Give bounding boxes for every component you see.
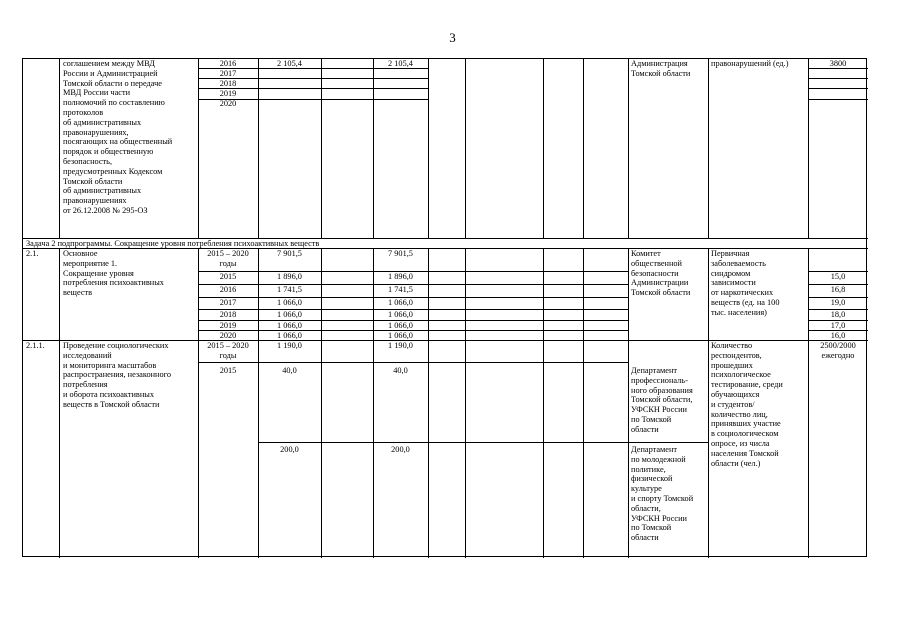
row211-total-b: 200,0 xyxy=(280,445,299,454)
indicator-line: психологическое xyxy=(711,370,771,380)
description-line: и мониторинга масштабов xyxy=(63,360,157,370)
col-divider xyxy=(428,248,429,558)
executor-line: Томской области xyxy=(631,68,691,78)
year-cell: 2017 xyxy=(219,69,237,78)
indicator-line: количество лиц, xyxy=(711,409,768,419)
row21-number: 2.1. xyxy=(26,249,39,258)
row211-year-2015: 2015 xyxy=(219,366,237,375)
year-cell: 2016 xyxy=(219,59,237,68)
indicator-value-cell: 16,8 xyxy=(830,285,846,294)
description-line: МВД России части xyxy=(63,88,131,98)
row211-regional-a: 40,0 xyxy=(393,366,408,375)
description-line: веществ xyxy=(63,288,93,298)
description-line: Сокращение уровня xyxy=(63,268,134,278)
row1-regional-2016: 2 105,4 xyxy=(388,59,413,68)
total-cell: 1 741,5 xyxy=(277,285,302,294)
year-cell: 2020 xyxy=(219,99,237,108)
col-divider xyxy=(465,59,466,238)
description-line: распространения, незаконного xyxy=(63,370,171,380)
description-line: посягающих на общественный xyxy=(63,137,173,147)
indicator-value-cell: 19,0 xyxy=(830,298,846,307)
row211-indicator xyxy=(711,341,783,468)
program-table xyxy=(22,58,867,557)
indicator-value-line: 2500/2000 xyxy=(820,341,856,350)
col-divider xyxy=(321,248,322,558)
description-line: исследований xyxy=(63,350,112,360)
col-divider xyxy=(628,59,629,238)
executor-line: физической xyxy=(631,474,673,484)
year-cell: 2016 xyxy=(219,285,237,294)
row211-executor-a xyxy=(631,366,693,435)
indicator-value-cell: 18,0 xyxy=(830,310,846,319)
executor-line: культуре xyxy=(631,484,662,494)
col-divider xyxy=(808,59,809,238)
indicator-value-cell: 15,0 xyxy=(830,272,846,281)
period-line: годы xyxy=(219,350,237,360)
indicator-line: в социологическом xyxy=(711,429,779,439)
row1-executor xyxy=(631,59,690,79)
indicator-line: от наркотических xyxy=(711,288,774,298)
executor-line: Администрации xyxy=(631,278,689,288)
row21-indicator xyxy=(711,249,779,318)
col-divider xyxy=(373,59,374,238)
row21-description xyxy=(63,249,164,298)
description-line: потребления xyxy=(63,380,108,390)
year-cell: 2018 xyxy=(219,310,237,319)
indicator-line: прошедших xyxy=(711,360,753,370)
indicator-line: веществ (ед. на 100 xyxy=(711,297,780,307)
row211-indicator-value xyxy=(808,341,868,361)
row-divider xyxy=(198,362,628,363)
col-divider xyxy=(258,59,259,238)
page-number: 3 xyxy=(449,30,456,45)
regional-cell: 1 066,0 xyxy=(388,331,413,340)
row1-total-2016: 2 105,4 xyxy=(277,59,302,68)
col-divider xyxy=(628,248,629,558)
row1-indicator-value: 3800 xyxy=(829,59,847,68)
regional-cell: 1 066,0 xyxy=(388,310,413,319)
total-cell: 1 066,0 xyxy=(277,331,302,340)
description-line: полномочий по составлению xyxy=(63,98,165,108)
period-line: 2015 – 2020 xyxy=(207,341,249,350)
col-divider xyxy=(583,59,584,238)
row211-regional-period: 1 190,0 xyxy=(388,341,413,350)
total-cell: 1 896,0 xyxy=(277,272,302,281)
indicator-line: опросе, из числа xyxy=(711,438,770,448)
row-divider xyxy=(258,442,708,443)
description-line: Томской области о передаче xyxy=(63,78,162,88)
description-line: протоколов xyxy=(63,107,104,117)
description-line: и оборота психоактивных xyxy=(63,389,154,399)
total-cell: 1 066,0 xyxy=(277,321,302,330)
executor-line: УФСКН России xyxy=(631,513,687,523)
col-divider xyxy=(428,59,429,238)
description-line: Проведение социологических xyxy=(63,341,169,350)
indicator-line: синдромом xyxy=(711,268,751,278)
indicator-line: заболеваемость xyxy=(711,258,766,268)
description-line: правонарушениях, xyxy=(63,127,129,137)
description-line: об административных xyxy=(63,186,142,196)
col-divider xyxy=(59,59,60,238)
col-divider xyxy=(543,248,544,558)
description-line: об административных xyxy=(63,117,142,127)
indicator-line: области (чел.) xyxy=(711,458,761,468)
year-cell: 2015 xyxy=(219,272,237,281)
row211-description xyxy=(63,341,171,410)
row211-executor-b xyxy=(631,445,693,543)
row21-regional-period: 7 901,5 xyxy=(388,249,413,258)
executor-line: УФСКН России xyxy=(631,405,687,415)
row21-period xyxy=(198,249,258,269)
indicator-line: принявших участие xyxy=(711,419,781,429)
executor-line: ного образования xyxy=(631,385,693,395)
regional-cell: 1 066,0 xyxy=(388,321,413,330)
total-cell: 1 066,0 xyxy=(277,310,302,319)
executor-line: Комитет xyxy=(631,249,661,258)
executor-line: Администрация xyxy=(631,59,688,68)
description-line: предусмотренных Кодексом xyxy=(63,166,163,176)
row211-regional-b: 200,0 xyxy=(391,445,410,454)
row-divider xyxy=(808,78,868,79)
executor-line: области xyxy=(631,424,659,434)
row21-executor xyxy=(631,249,690,298)
description-line: Основное xyxy=(63,249,98,258)
col-divider xyxy=(543,59,544,238)
indicator-line: тыс. населения) xyxy=(711,307,767,317)
row211-total-period: 1 190,0 xyxy=(277,341,302,350)
executor-line: по Томской xyxy=(631,414,672,424)
col-divider xyxy=(583,248,584,558)
col-divider xyxy=(321,59,322,238)
row211-number: 2.1.1. xyxy=(26,341,45,350)
executor-line: политике, xyxy=(631,464,666,474)
description-line: Томской области xyxy=(63,176,123,186)
row1-indicator: правонарушений (ед.) xyxy=(711,59,789,68)
year-cell: 2019 xyxy=(219,321,237,330)
col-divider xyxy=(708,59,709,238)
year-cell: 2020 xyxy=(219,331,237,340)
executor-line: общественной xyxy=(631,258,682,268)
task2-header: Задача 2 подпрограммы. Сокращение уровня потребления психоактивных веществ xyxy=(26,238,320,248)
regional-cell: 1 896,0 xyxy=(388,272,413,281)
executor-line: безопасности xyxy=(631,268,679,278)
indicator-value-line: ежегодно xyxy=(821,350,855,360)
executor-line: Томской области, xyxy=(631,395,693,405)
year-cell: 2018 xyxy=(219,79,237,88)
row211-total-a: 40,0 xyxy=(282,366,297,375)
period-line: 2015 – 2020 xyxy=(207,249,249,258)
executor-line: и спорту Томской xyxy=(631,493,694,503)
total-cell: 1 066,0 xyxy=(277,298,302,307)
indicator-line: тестирование, среди xyxy=(711,380,783,390)
row211-period xyxy=(198,341,258,361)
executor-line: области, xyxy=(631,503,661,513)
indicator-line: респондентов, xyxy=(711,350,762,360)
executor-line: Департамент xyxy=(631,366,678,375)
indicator-line: зависимости xyxy=(711,278,756,288)
regional-cell: 1 741,5 xyxy=(388,285,413,294)
indicator-value-cell: 16,0 xyxy=(830,331,846,340)
description-line: безопасность, xyxy=(63,156,113,166)
executor-line: Департамент xyxy=(631,445,678,454)
col-divider xyxy=(465,248,466,558)
row-divider xyxy=(808,88,868,89)
col-divider xyxy=(708,248,709,558)
period-line: годы xyxy=(219,258,237,268)
indicator-value-cell: 17,0 xyxy=(830,321,846,330)
indicator-line: Первичная xyxy=(711,249,750,258)
indicator-line: обучающихся xyxy=(711,389,760,399)
row21-total-period: 7 901,5 xyxy=(277,249,302,258)
description-line: правонарушениях xyxy=(63,196,127,206)
indicator-line: населения Томской xyxy=(711,448,779,458)
indicator-line: Количество xyxy=(711,341,753,350)
executor-line: по Томской xyxy=(631,523,672,533)
year-cell: 2017 xyxy=(219,298,237,307)
regional-cell: 1 066,0 xyxy=(388,298,413,307)
executor-line: Томской области xyxy=(631,288,691,298)
description-line: мероприятие 1. xyxy=(63,258,118,268)
indicator-line: и студентов/ xyxy=(711,399,755,409)
row1-description xyxy=(63,59,172,216)
description-line: России и Администрацией xyxy=(63,68,158,78)
year-cell: 2019 xyxy=(219,89,237,98)
description-line: потребления психоактивных xyxy=(63,278,164,288)
description-line: от 26.12.2008 № 295-ОЗ xyxy=(63,205,148,215)
description-line: веществ в Томской области xyxy=(63,399,160,409)
executor-line: профессиональ- xyxy=(631,375,688,385)
row-divider xyxy=(808,99,868,100)
col-divider xyxy=(59,248,60,558)
row1-years xyxy=(198,59,258,109)
description-line: порядок и общественную xyxy=(63,147,154,157)
executor-line: по молодежной xyxy=(631,454,686,464)
description-line: соглашением между МВД xyxy=(63,59,155,68)
executor-line: области xyxy=(631,533,659,543)
